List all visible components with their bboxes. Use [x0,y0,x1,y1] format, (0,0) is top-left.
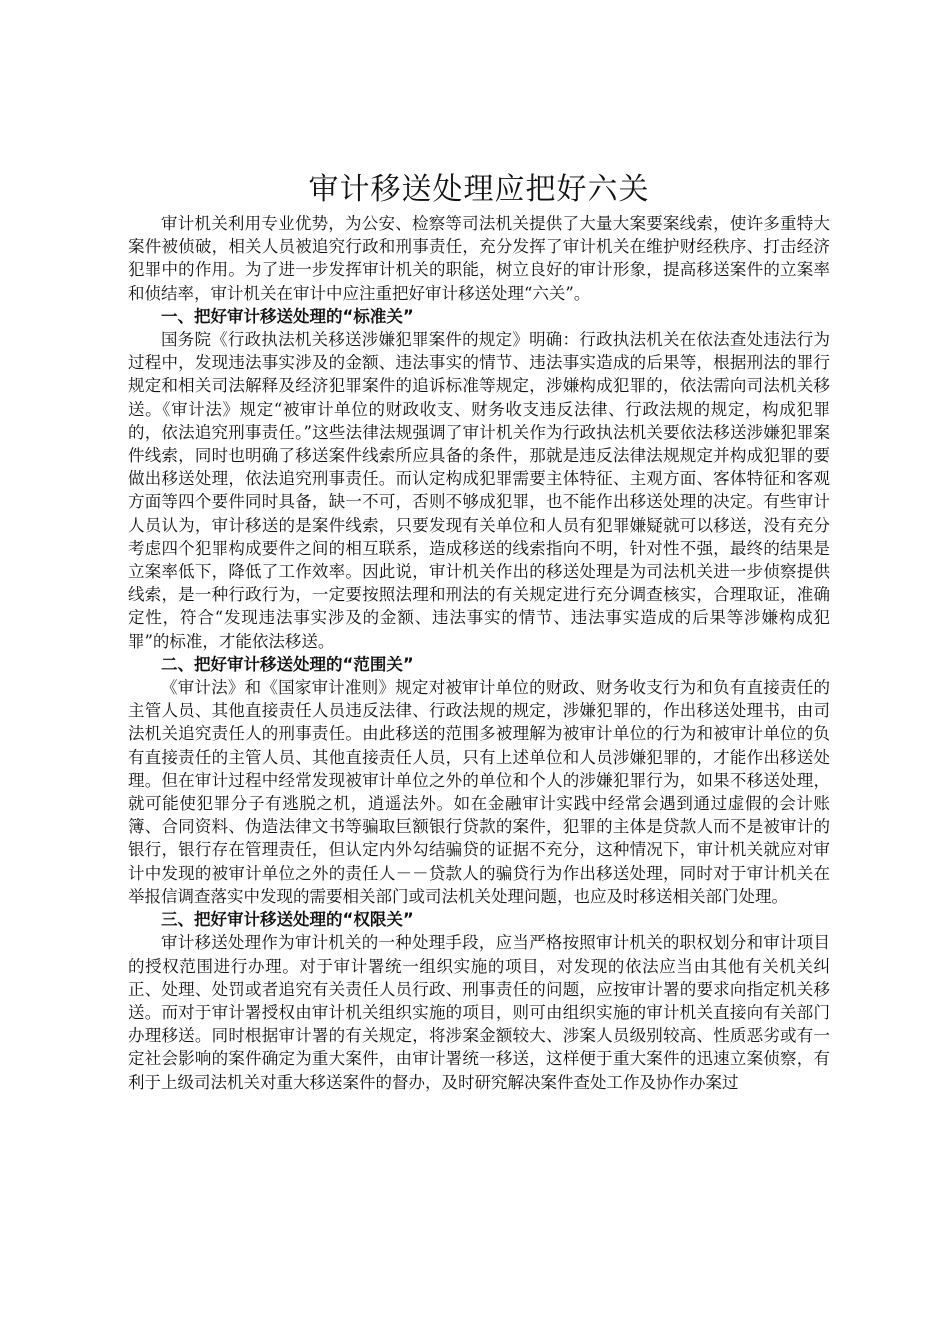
section-body-1: 国务院《行政执法机关移送涉嫌犯罪案件的规定》明确：行政执法机关在依法查处违法行为过程中，发现违法事实涉及的金额、违法事实的情节、违法事实造成的后果等，根据刑法的罪行规定和相关司法解释及经济犯罪案件的追诉标准等规定，涉嫌构成犯罪的，依法需向司法机关移送。《审计法》规定“被审计单位的财政收支、财务收支违反法律、行政法规的规定，构成犯罪的，依法追究刑事责任。”这些法律法规强调了审计机关作为行政执法机关要依法移送涉嫌犯罪案件线索，同时也明确了移送案件线索所应具备的条件，那就是违反法律法规规定并构成犯罪的要做出移送处理，依法追究刑事责任。而认定构成犯罪需要主体特征、主观方面、客体特征和客观方面等四个要件同时具备，缺一不可，否则不够成犯罪，也不能作出移送处理的决定。有些审计人员认为，审计移送的是案件线索，只要发现有关单位和人员有犯罪嫌疑就可以移送，没有充分考虑四个犯罪构成要件之间的相互联系，造成移送的线索指向不明，针对性不强，最终的结果是立案率低下，降低了工作效率。因此说，审计机关作出的移送处理是为司法机关进一步侦察提供线索，是一种行政行为，一定要按照法理和刑法的有关规定进行充分调查核实，合理取证，准确定性，符合“发现违法事实涉及的金额、违法事实的情节、违法事实造成的后果等涉嫌构成犯罪”的标准，才能依法移送。 [128,330,830,651]
section-body-3: 审计移送处理作为审计机关的一种处理手段，应当严格按照审计机关的职权划分和审计项目的授权范围进行办理。对于审计署统一组织实施的项目，对发现的依法应当由其他有关机关纠正、处理、处罚或者追究有关责任人员行政、刑事责任的问题，应按审计署的要求向指定机关移送。而对于审计署授权由审计机关组织实施的项目，则可由组织实施的审计机关直接向有关部门办理移送。同时根据审计署的有关规定，将涉案金额较大、涉案人员级别较高、性质恶劣或有一定社会影响的案件确定为重大案件，由审计署统一移送，这样便于重大案件的迅速立案侦察，有利于上级司法机关对重大移送案件的督办，及时研究解决案件查处工作及协作办案过 [128,933,830,1092]
section-heading-3: 三、把好审计移送处理的“权限关” [161,910,414,930]
document-title: 审计移送处理应把好六关 [308,172,650,207]
intro-paragraph: 审计机关利用专业优势，为公安、检察等司法机关提供了大量大案要案线索，使许多重特大案件被侦破，相关人员被追究行政和刑事责任，充分发挥了审计机关在维护财经秩序、打击经济犯罪中的作用。为了进一步发挥审计机关的职能，树立良好的审计形象，提高移送案件的立案率和侦结率，审计机关在审计中应注重把好审计移送处理“六关”。 [128,214,830,303]
section-heading-1: 一、把好审计移送处理的“标准关” [161,306,414,326]
section-body-2: 《审计法》和《国家审计准则》规定对被审计单位的财政、财务收支行为和负有直接责任的主管人员、其他直接责任人员违反法律、行政法规的规定，涉嫌犯罪的，作出移送处理书，由司法机关追究责任人的刑事责任。由此移送的范围多被理解为被审计单位的行为和被审计单位的负有直接责任的主管人员、其他直接责任人员，只有上述单位和人员涉嫌犯罪的，才能作出移送处理。但在审计过程中经常发现被审计单位之外的单位和个人的涉嫌犯罪行为，如果不移送处理，就可能使犯罪分子有逃脱之机，逍遥法外。如在金融审计实践中经常会遇到通过虚假的会计账簿、合同资料、伪造法律文书等骗取巨额银行贷款的案件，犯罪的主体是贷款人而不是被审计的银行，银行存在管理责任，但认定内外勾结骗贷的证据不充分，这种情况下，审计机关就应对审计中发现的被审计单位之外的责任人－－贷款人的骗贷行为作出移送处理，同时对于审计机关在举报信调查落实中发现的需要相关部门或司法机关处理问题，也应及时移送相关部门处理。 [128,678,830,906]
section-heading-2: 二、把好审计移送处理的“范围关” [161,654,414,674]
